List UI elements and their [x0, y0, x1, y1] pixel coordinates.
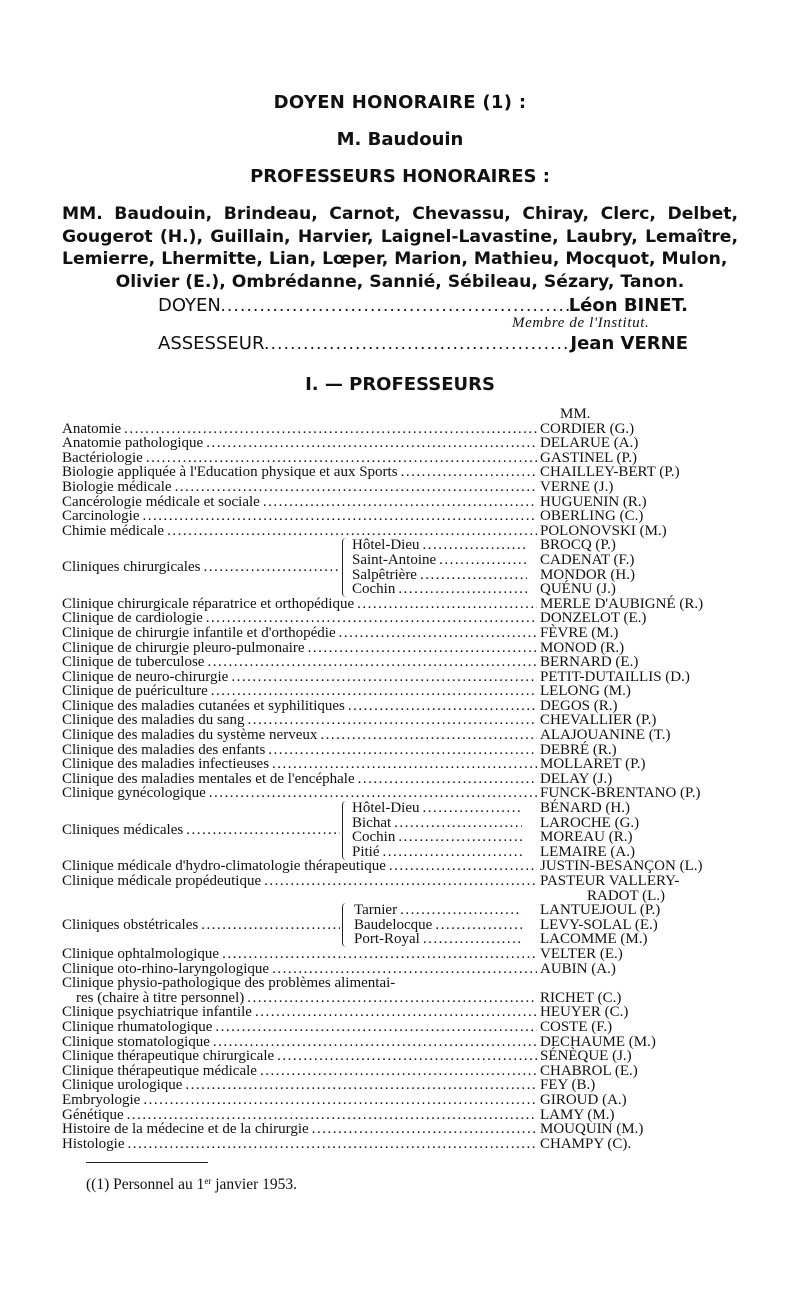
group-text: Cliniques obstétricales — [62, 917, 199, 933]
list-item — [62, 1093, 742, 1108]
list-item — [62, 451, 742, 466]
subject-text: Salpêtrière — [352, 566, 417, 583]
leader-dots — [140, 1093, 537, 1108]
leader-dots — [397, 903, 522, 918]
professor-name: BROCQ (P.) — [540, 537, 616, 554]
subject — [62, 699, 537, 714]
subject — [62, 1093, 537, 1108]
subject-text: Clinique de tuberculose — [62, 654, 205, 671]
subject-text: Hôtel-Dieu — [352, 800, 420, 817]
list-item — [62, 976, 742, 991]
subject-text: res (chaire à titre personnel) — [76, 989, 245, 1006]
list-item — [62, 874, 742, 889]
leader-dots — [305, 641, 537, 656]
leader-dots — [203, 611, 537, 626]
subject-text: Clinique de cardiologie — [62, 610, 203, 627]
list-item — [62, 465, 742, 480]
doyen-honoraire-name: M. Baudouin — [336, 129, 464, 150]
subject-text: Clinique médicale propédeutique — [62, 873, 262, 889]
list-header: MM. — [560, 406, 591, 422]
subject-text: Biologie appliquée à l'Education physique et aux Sports — [62, 464, 398, 481]
leader-dots — [274, 1049, 537, 1064]
leader-dots — [419, 538, 527, 553]
subject — [62, 1005, 537, 1020]
leader-dots — [210, 1035, 537, 1050]
leader-dots — [269, 962, 537, 977]
subject-text: Clinique stomatologique — [62, 1033, 210, 1050]
subject-text: Clinique urologique — [62, 1077, 183, 1094]
subject — [352, 538, 527, 553]
leader-dots — [317, 728, 537, 743]
professor-name: MERLE D'AUBIGNÉ (R.) — [540, 595, 704, 612]
subject-text: Histoire de la médecine et de la chirurgie — [62, 1121, 309, 1138]
leader-dots — [417, 568, 527, 583]
list-item — [62, 947, 742, 962]
subject-text: Port-Royal — [354, 931, 420, 948]
professors-list — [62, 407, 742, 1151]
footnote-rule — [86, 1162, 208, 1163]
professor-name: FUNCK-BRENTANO (P.) — [540, 785, 701, 802]
subject — [62, 1122, 537, 1137]
subject — [62, 1108, 537, 1123]
brace — [342, 538, 349, 596]
leader-dots — [212, 1020, 537, 1035]
leader-dots — [391, 816, 522, 831]
subject — [62, 611, 537, 626]
subject — [62, 1020, 537, 1035]
leader-dots — [380, 845, 522, 860]
professor-name: HEUYER (C.) — [540, 1004, 629, 1021]
subject-text: Clinique thérapeutique médicale — [62, 1062, 257, 1079]
group-subject — [62, 918, 340, 933]
list-item — [62, 1049, 742, 1064]
subject — [62, 655, 537, 670]
subject-text: Anatomie pathologique — [62, 435, 204, 452]
leader-dots — [182, 1078, 537, 1093]
list-item — [62, 991, 742, 1006]
leader-dots — [265, 743, 537, 758]
leader-dots — [244, 713, 537, 728]
list-item — [62, 713, 742, 728]
subject — [354, 903, 522, 918]
list-item — [62, 582, 742, 597]
list-item — [62, 684, 742, 699]
subject — [354, 918, 522, 933]
professor-name: LELONG (M.) — [540, 683, 631, 700]
professor-name: HUGUENIN (R.) — [540, 493, 647, 510]
group-label — [62, 918, 348, 933]
subject — [352, 845, 522, 860]
subject — [62, 1035, 537, 1050]
leader-dots — [395, 830, 522, 845]
professor-name: CHEVALLIER (P.) — [540, 712, 657, 729]
professor-name: DELAY (J.) — [540, 770, 613, 787]
professor-name: LEMAIRE (A.) — [540, 843, 635, 860]
subject — [62, 670, 537, 685]
leader-dots — [164, 524, 537, 539]
subject — [62, 1064, 537, 1079]
list-item — [62, 670, 742, 685]
subject — [62, 1137, 537, 1152]
professor-name: BÉNARD (H.) — [540, 800, 630, 817]
list-item — [62, 480, 742, 495]
list-item — [62, 436, 742, 451]
list-item — [62, 1005, 742, 1020]
subject-text: Saint-Antoine — [352, 551, 437, 568]
leader-dots — [420, 932, 522, 947]
professor-name: LAROCHE (G.) — [540, 814, 640, 831]
subject — [76, 991, 537, 1006]
professor-name: FEY (B.) — [540, 1077, 596, 1094]
subject-text: Clinique des maladies du sang — [62, 712, 245, 729]
leader-dots — [244, 991, 537, 1006]
leader-dots — [228, 670, 537, 685]
leader-dots — [172, 480, 537, 495]
leader-dots — [252, 1005, 537, 1020]
subject-text: Clinique de neuro-chirurgie — [62, 668, 229, 685]
subject — [352, 582, 527, 597]
leader-dots — [436, 553, 527, 568]
list-item — [62, 1078, 742, 1093]
subject — [62, 524, 537, 539]
leader-dots — [432, 918, 522, 933]
doyen-honoraire-heading: DOYEN HONORAIRE (1) : — [273, 92, 527, 113]
professor-name: VERNE (J.) — [540, 478, 614, 495]
professor-name: MONDOR (H.) — [540, 566, 635, 583]
professor-name: DELARUE (A.) — [540, 435, 639, 452]
leader-dots — [257, 1064, 537, 1079]
professor-name: CHAMPY (C). — [540, 1135, 632, 1152]
list-item — [62, 728, 742, 743]
professor-name: VELTER (E.) — [540, 945, 623, 962]
group-subject — [62, 823, 340, 838]
subject — [62, 962, 537, 977]
subject — [62, 465, 537, 480]
subject — [62, 976, 395, 991]
subject-text: Clinique ophtalmologique — [62, 945, 220, 962]
list-item — [62, 422, 742, 437]
subject-text: Clinique physio-pathologique des problèmes alimentai- — [62, 975, 396, 992]
subject-text: Cancérologie médicale et sociale — [62, 493, 260, 510]
subject-text: Baudelocque — [354, 916, 433, 933]
honoraires-names-last: Olivier (E.), Ombrédanne, Sannié, Sébileau, Sézary, Tanon. — [115, 271, 685, 292]
leader-dots — [419, 801, 522, 816]
subject — [62, 947, 537, 962]
professor-name: LACOMME (M.) — [540, 931, 648, 948]
professor-name: LANTUEJOUL (P.) — [540, 902, 661, 919]
subject — [62, 1078, 537, 1093]
assesseur-row — [158, 333, 688, 354]
professor-name: ALAJOUANINE (T.) — [540, 727, 671, 744]
subject-text: Pitié — [352, 843, 380, 860]
subject-text: Clinique rhumatologique — [62, 1018, 213, 1035]
subject — [62, 422, 537, 437]
section-title: I. — PROFESSEURS — [305, 374, 495, 395]
professor-name: CORDIER (G.) — [540, 420, 635, 437]
professor-name: DECHAUME (M.) — [540, 1033, 656, 1050]
subject-text: Hôtel-Dieu — [352, 537, 420, 554]
subject — [354, 932, 522, 947]
subject-text: Histologie — [62, 1135, 125, 1152]
subject — [62, 1049, 537, 1064]
list-item — [62, 932, 742, 947]
professor-name: DONZELOT (E.) — [540, 610, 647, 627]
leader-dots — [309, 1122, 537, 1137]
subject — [352, 801, 522, 816]
assesseur-label: ASSESSEUR — [158, 333, 265, 354]
group-text: Cliniques chirurgicales — [62, 559, 201, 576]
list-item — [62, 699, 742, 714]
subject-text: Clinique thérapeutique chirurgicale — [62, 1048, 275, 1065]
subject-text: Clinique chirurgicale réparatrice et orthopédique — [62, 595, 355, 612]
professor-name: MOREAU (R.) — [540, 829, 633, 846]
leader-dots — [221, 295, 569, 316]
leader-dots — [398, 465, 537, 480]
professor-name: CADENAT (F.) — [540, 551, 635, 568]
professor-name: PETIT-DUTAILLIS (D.) — [540, 668, 690, 685]
doyen-row — [158, 295, 688, 316]
professor-name: QUÉNU (J.) — [540, 581, 616, 598]
subject — [62, 495, 537, 510]
leader-dots — [203, 436, 537, 451]
subject — [62, 436, 537, 451]
subject-text: Clinique psychiatrique infantile — [62, 1004, 252, 1021]
subject-text: Clinique des maladies cutanées et syphilitiques — [62, 697, 345, 714]
list-item — [62, 1108, 742, 1123]
group-label — [62, 823, 348, 838]
group-subject — [62, 560, 340, 575]
list-item — [62, 962, 742, 977]
leader-dots — [395, 582, 527, 597]
professor-name: GASTINEL (P.) — [540, 449, 637, 466]
subject-text: Clinique des maladies du système nerveux — [62, 727, 318, 744]
subject — [62, 757, 537, 772]
subject — [352, 568, 527, 583]
list-item — [62, 1064, 742, 1079]
list-item — [62, 772, 742, 787]
honoraires-names: MM. Baudouin, Brindeau, Carnot, Chevassu, Chiray, Clerc, Delbet, Gougerot (H.), Guillain, Harvier, Laignel-Lavastine, Laubry, Lemaître, Lemierre, Lhermitte, Lian, Lœper, Marion, Mathieu, Mocquot, Mulon, — [62, 204, 738, 270]
professor-name: POLONOVSKI (M.) — [540, 522, 667, 539]
list-item — [62, 786, 742, 801]
leader-dots — [124, 1108, 537, 1123]
group-label — [62, 560, 348, 575]
list-item — [62, 801, 742, 816]
list-item — [62, 509, 742, 524]
assesseur-name: Jean VERNE — [570, 333, 688, 354]
leader-dots — [219, 947, 537, 962]
list-item — [62, 845, 742, 860]
subject-text: Clinique oto-rhino-laryngologique — [62, 960, 270, 977]
list-item — [62, 757, 742, 772]
subject — [62, 786, 537, 801]
subject — [62, 451, 537, 466]
subject-text: Embryologie — [62, 1091, 141, 1108]
subject-text: Clinique des maladies mentales et de l'encéphale — [62, 770, 355, 787]
leader-dots — [264, 333, 570, 354]
subject — [352, 816, 522, 831]
leader-dots — [121, 422, 537, 437]
subject-text: Clinique des maladies infectieuses — [62, 756, 270, 773]
leader-dots — [198, 918, 340, 933]
list-item — [62, 1035, 742, 1050]
subject-text: Clinique de puériculture — [62, 683, 208, 700]
professor-name: GIROUD (A.) — [540, 1091, 627, 1108]
footnote — [86, 1176, 297, 1194]
subject — [62, 597, 537, 612]
professor-name: JUSTIN-BESANÇON (L.) — [540, 858, 703, 875]
subject-text: Carcinologie — [62, 508, 140, 525]
brace — [342, 801, 349, 859]
subject — [62, 874, 537, 889]
doyen-name: Léon BINET. — [568, 295, 688, 316]
professor-name: PASTEUR VALLERY- — [540, 873, 680, 889]
professor-name: DEGOS (R.) — [540, 697, 618, 714]
leader-dots — [354, 597, 537, 612]
subject — [62, 859, 537, 874]
leader-dots — [206, 786, 537, 801]
leader-dots — [269, 757, 537, 772]
subject-text: Cochin — [352, 581, 396, 598]
professor-name: LAMY (M.) — [540, 1106, 615, 1123]
subject — [62, 626, 537, 641]
list-item — [62, 1122, 742, 1137]
professeurs-honoraires-heading: PROFESSEURS HONORAIRES : — [250, 166, 550, 187]
subject-text: Clinique de chirurgie infantile et d'orthopédie — [62, 624, 336, 641]
leader-dots — [208, 684, 537, 699]
list-item — [62, 626, 742, 641]
subject-text: Clinique médicale d'hydro-climatologie thérapeutique — [62, 858, 386, 875]
list-item — [62, 1020, 742, 1035]
professor-name: SÉNÈQUE (J.) — [540, 1048, 632, 1065]
leader-dots — [260, 495, 537, 510]
professor-name: COSTE (F.) — [540, 1018, 613, 1035]
subject-text: Bactériologie — [62, 449, 143, 466]
leader-dots — [204, 655, 537, 670]
leader-dots — [200, 560, 340, 575]
professor-name: RICHET (C.) — [540, 989, 622, 1006]
subject-text: Anatomie — [62, 420, 122, 437]
subject — [62, 641, 537, 656]
list-item — [62, 641, 742, 656]
subject — [62, 728, 537, 743]
doyen-label: DOYEN — [158, 295, 221, 316]
subject-text: Cochin — [352, 829, 396, 846]
leader-dots — [261, 874, 537, 889]
subject — [62, 480, 537, 495]
professor-name: MOUQUIN (M.) — [540, 1121, 644, 1138]
list-item — [62, 859, 742, 874]
subject-text: Biologie médicale — [62, 478, 172, 495]
professor-name: MONOD (R.) — [540, 639, 625, 656]
leader-dots — [386, 859, 537, 874]
footnote-sup: er — [204, 1176, 212, 1186]
footnote-text-end: janvier 1953. — [211, 1176, 298, 1193]
list-item — [62, 655, 742, 670]
subject-text: Bichat — [352, 814, 392, 831]
list-item — [62, 524, 742, 539]
leader-dots — [345, 699, 537, 714]
professor-name: MOLLARET (P.) — [540, 756, 646, 773]
subject — [352, 553, 527, 568]
subject-text: Clinique des maladies des enfants — [62, 741, 266, 758]
leader-dots — [139, 509, 537, 524]
subject-text: Clinique gynécologique — [62, 785, 206, 802]
list-item — [62, 1137, 742, 1152]
leader-dots — [183, 823, 340, 838]
professor-name: RADOT (L.) — [587, 887, 666, 904]
subject — [62, 743, 537, 758]
group-text: Cliniques médicales — [62, 822, 184, 839]
footnote-text: ((1) Personnel au 1 — [86, 1176, 205, 1193]
professor-name: FÈVRE (M.) — [540, 624, 619, 641]
professor-name: AUBIN (A.) — [540, 960, 616, 977]
leader-dots — [125, 1137, 538, 1152]
list-item — [62, 889, 742, 904]
list-item — [62, 597, 742, 612]
subject-text: Génétique — [62, 1106, 124, 1123]
subject — [62, 509, 537, 524]
doyen-note: Membre de l'Institut. — [512, 315, 650, 331]
honoraires-list — [62, 203, 738, 293]
leader-dots — [143, 451, 537, 466]
professor-name: OBERLING (C.) — [540, 508, 644, 525]
subject-text: Chimie médicale — [62, 522, 165, 539]
list-item — [62, 538, 742, 553]
subject — [62, 713, 537, 728]
professor-name: DEBRÉ (R.) — [540, 741, 617, 758]
professor-name: CHABROL (E.) — [540, 1062, 638, 1079]
list-item — [62, 903, 742, 918]
professor-name: BERNARD (E.) — [540, 654, 639, 671]
list-item — [62, 743, 742, 758]
professor-name: CHAILLEY-BERT (P.) — [540, 464, 680, 481]
brace — [342, 903, 349, 947]
subject — [352, 830, 522, 845]
subject — [62, 772, 537, 787]
subject-text: Tarnier — [354, 902, 398, 919]
leader-dots — [336, 626, 537, 641]
leader-dots — [355, 772, 537, 787]
subject-text: Clinique de chirurgie pleuro-pulmonaire — [62, 639, 305, 656]
list-header-row — [62, 407, 742, 422]
list-item — [62, 611, 742, 626]
professor-name: LEVY-SOLAL (E.) — [540, 916, 658, 933]
subject — [62, 684, 537, 699]
list-item — [62, 495, 742, 510]
